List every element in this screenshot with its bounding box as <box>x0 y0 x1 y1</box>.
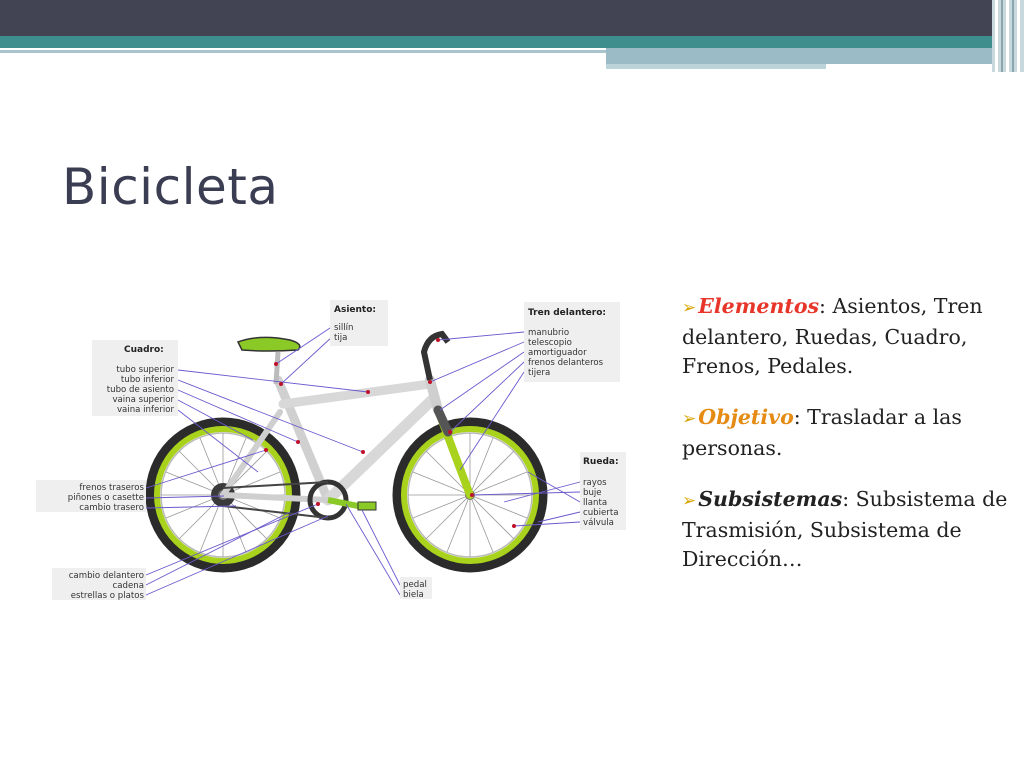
transmision-delantera-item: cambio delantero <box>68 571 144 581</box>
cuadro-item: vaina inferior <box>116 405 174 415</box>
rueda-item: rayos <box>583 478 607 488</box>
tren-delantero-title: Tren delantero: <box>528 308 606 318</box>
tren-delantero-item: frenos delanteros <box>528 358 604 368</box>
handlebar-icon <box>424 334 448 380</box>
tren-delantero-item: telescopio <box>528 338 572 348</box>
rueda-item: válvula <box>583 518 614 528</box>
transmision-trasera-item: cambio trasero <box>79 503 144 513</box>
saddle-icon <box>238 337 300 351</box>
rueda-item: llanta <box>583 498 608 508</box>
header-accent-band <box>0 36 1024 48</box>
bullet-list <box>682 292 1012 596</box>
arrow-bullet-icon: ➢ <box>682 298 697 318</box>
rueda-item: cubierta <box>583 508 619 518</box>
header-right-bar-thin <box>606 64 826 69</box>
tren-delantero-item: tijera <box>528 368 551 378</box>
bullet-text: : Asientos, Tren delantero, Ruedas, Cuadro, Frenos, Pedales. <box>682 294 983 378</box>
bullet-text: : Trasladar a las personas. <box>682 405 962 460</box>
rueda-title: Rueda: <box>583 457 619 467</box>
pedal-icon <box>358 502 376 510</box>
header-right-bar <box>606 48 1024 64</box>
arrow-bullet-icon: ➢ <box>682 409 697 429</box>
transmision-delantera-item: cadena <box>112 581 144 591</box>
cuadro-item: vaina superior <box>112 395 174 405</box>
transmision-trasera-item: piñones o casette <box>67 493 144 503</box>
cuadro-item: tubo inferior <box>120 375 174 385</box>
bullet-key: Elementos <box>698 294 820 318</box>
bullet-key: Subsistemas <box>698 487 843 511</box>
header-stripes <box>992 0 1024 72</box>
header-divider <box>0 50 608 53</box>
cuadro-item: tubo de asiento <box>106 385 174 395</box>
transmision-trasera-item: frenos traseros <box>79 483 144 493</box>
bullet-elementos <box>682 292 1012 381</box>
bicycle-diagram <box>28 292 648 610</box>
pedal-item: biela <box>403 590 424 600</box>
cuadro-title: Cuadro: <box>124 345 164 355</box>
tren-delantero-item: amortiguador <box>528 348 587 358</box>
cuadro-item: tubo superior <box>116 365 174 375</box>
asiento-title: Asiento: <box>334 305 377 315</box>
seat-post <box>276 352 278 384</box>
bullet-subsistemas <box>682 485 1012 574</box>
bullet-text: : Subsistema de Trasmisión, Subsistema de Dirección… <box>682 487 1008 571</box>
asiento-item: tija <box>334 333 348 343</box>
bullet-key: Objetivo <box>698 405 794 429</box>
slide-title: Bicicleta <box>62 158 279 216</box>
tren-delantero-item: manubrio <box>528 328 570 338</box>
pedal-item: pedal <box>403 580 427 590</box>
rueda-item: buje <box>583 488 602 498</box>
arrow-bullet-icon: ➢ <box>682 491 697 511</box>
bullet-objetivo <box>682 403 1012 463</box>
asiento-item: sillín <box>334 323 354 333</box>
header-band <box>0 0 1024 36</box>
transmision-delantera-item: estrellas o platos <box>70 591 144 601</box>
